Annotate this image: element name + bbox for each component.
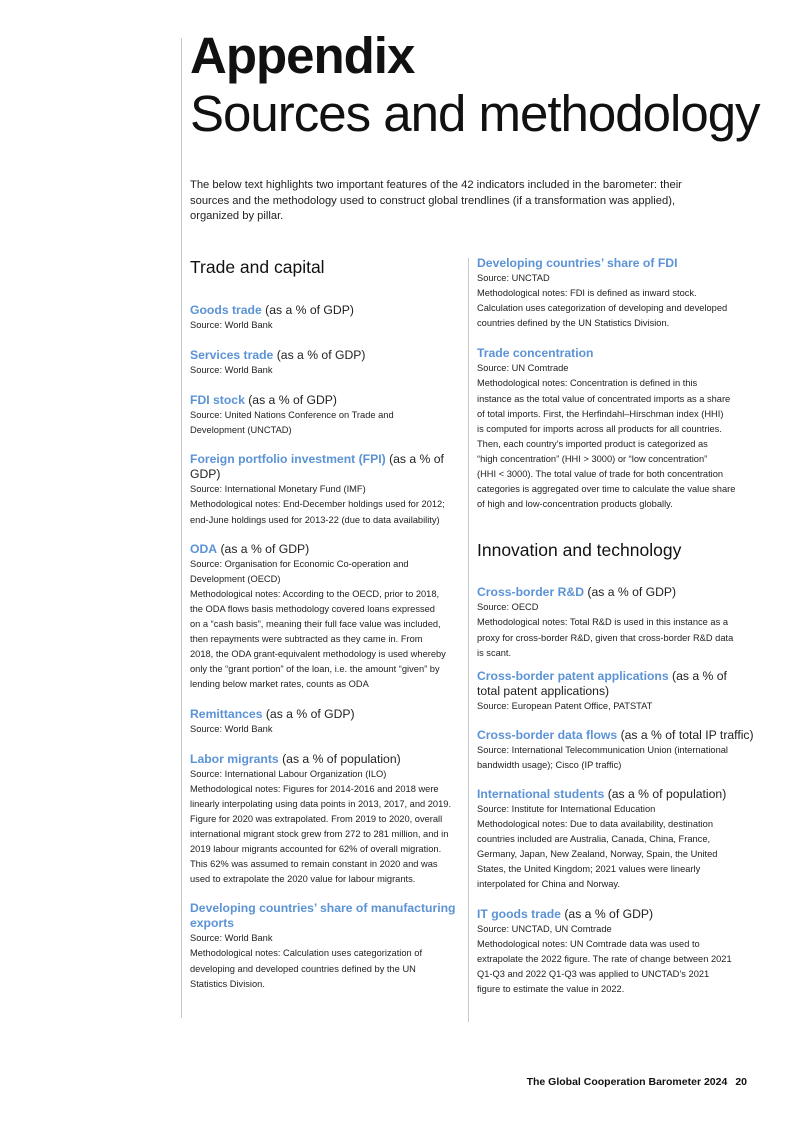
indicator-name: Cross-border data flows xyxy=(477,727,618,742)
indicator-note-line: developing and developed countries defined by the UN xyxy=(190,963,416,974)
indicator-name: Services trade xyxy=(190,348,274,363)
indicator-note-line: Methodological notes: End-December holdings used for 2012; xyxy=(190,499,445,510)
indicator-title xyxy=(190,707,462,722)
indicator-note-line: is scant. xyxy=(477,647,512,658)
indicator-note-line: Methodological notes: Concentration is defined in this xyxy=(477,378,698,389)
indicator-unit: (as a % of GDP) xyxy=(217,541,310,556)
indicator-note-line: used to extrapolate the 2020 value for labour migrants. xyxy=(190,874,416,885)
indicator-note-line: Source: OECD xyxy=(477,602,539,613)
indicator-note-line: extrapolate the 2022 figure. The rate of change between 2021 xyxy=(477,953,732,964)
indicator-name: FDI stock xyxy=(190,393,245,408)
indicator-note-line: (HHI < 3000). The total value of trade for both concentration xyxy=(477,469,724,480)
indicator-unit: (as a % of population) xyxy=(604,786,727,801)
indicator-name: Cross-border R&D xyxy=(477,585,584,600)
footer-page-number: 20 xyxy=(735,1076,747,1088)
indicator-services-trade xyxy=(190,348,462,378)
left-column xyxy=(190,256,462,992)
indicator-source: Source: World Bank xyxy=(190,320,273,330)
indicator-goods-trade xyxy=(190,303,462,333)
column-divider-rule xyxy=(468,258,469,1022)
indicator-note-line: Source: European Patent Office, PATSTAT xyxy=(477,700,653,711)
indicator-unit: (as a % of GDP) xyxy=(584,585,677,600)
indicator-note-line: international migrant stock grew from 272 to 281 million, and in xyxy=(190,828,449,839)
indicator-note-line: Source: UNCTAD, UN Comtrade xyxy=(477,923,612,934)
intro-paragraph: The below text highlights two important features of the 42 indicators included in the barometer: their sources and the methodology used to construct global trendlines (if a transformation was applied), organized by pillar. xyxy=(190,179,682,222)
indicator-note-line: Calculation uses categorization of developing and developed xyxy=(477,303,728,314)
indicator-note-line: Methodological notes: Total R&D is used in this instance as a xyxy=(477,617,728,628)
page-footer xyxy=(527,1076,747,1088)
indicator-title xyxy=(190,901,462,931)
indicator-note-line: Then, each country’s imported product is categorized as xyxy=(477,438,708,449)
indicator-unit: (as a % of GDP) xyxy=(262,706,355,721)
indicator-name: International students xyxy=(477,786,605,801)
indicator-title xyxy=(190,303,462,318)
indicator-note-line: instance as the total value of concentrated imports as a share xyxy=(477,393,731,404)
indicator-international-students xyxy=(477,787,777,893)
indicator-note-line: Source: Institute for International Education xyxy=(477,803,656,814)
indicator-fpi xyxy=(190,452,462,527)
indicator-title xyxy=(477,256,777,271)
section-title-trade: Trade and capital xyxy=(190,257,325,277)
indicator-source: Source: World Bank xyxy=(190,723,273,734)
indicator-note-line: Source: International Monetary Fund (IMF) xyxy=(190,484,366,495)
indicator-note-line: the ODA flows basis methodology covered loans expressed xyxy=(190,603,435,614)
indicator-name: Remittances xyxy=(190,706,263,721)
indicator-name: Developing countries’ share of FDI xyxy=(477,256,678,270)
indicator-source: Source: World Bank xyxy=(190,365,273,376)
indicator-note-line: Development (OECD) xyxy=(190,573,281,584)
left-vertical-rule xyxy=(181,38,182,1018)
indicator-name: Trade concentration xyxy=(477,346,594,361)
indicator-note-line: Statistics Division. xyxy=(190,978,265,989)
indicator-labor-migrants xyxy=(190,752,462,888)
indicator-manufacturing-exports xyxy=(190,901,462,991)
indicator-remittances xyxy=(190,707,462,737)
indicator-title xyxy=(190,393,462,408)
indicator-note-line: Source: United Nations Conference on Trade and xyxy=(190,410,394,421)
indicator-note-line: countries included are Australia, Canada, China, France, xyxy=(477,834,711,845)
indicator-note-line: on a “cash basis”, meaning their full face value was included, xyxy=(190,619,441,630)
indicator-note-line: Source: UN Comtrade xyxy=(477,363,569,374)
right-column xyxy=(477,256,777,997)
indicator-it-goods-trade xyxy=(477,907,777,997)
indicator-note-line: Methodological notes: Figures for 2014-2016 and 2018 were xyxy=(190,783,439,794)
indicator-note-line: lending below market rates, counts as ODA xyxy=(190,679,369,690)
indicator-note-line: “high concentration” (HHI > 3000) or “low concentration” xyxy=(477,453,708,464)
indicator-note-line: 2019 labour migrants accounted for 62% of overall migration. xyxy=(190,844,442,855)
indicator-note-line: of total imports. First, the Herfindahl–Hirschman index (HHI) xyxy=(477,408,724,419)
indicator-name: Goods trade xyxy=(190,303,262,317)
indicator-note-line: bandwidth usage); Cisco (IP traffic) xyxy=(477,759,622,770)
indicator-name: Developing countries’ share of manufacturing exports xyxy=(190,901,456,931)
indicator-note-line: of high and low-concentration products globally. xyxy=(477,499,673,510)
indicator-data-flows xyxy=(477,728,777,773)
indicator-note-line: categories is aggregated over time to calculate the value share xyxy=(477,484,736,495)
indicator-title xyxy=(477,728,777,743)
footer-publication: The Global Cooperation Barometer 2024 xyxy=(526,1076,728,1088)
indicator-note-line: Q1-Q3 and 2022 Q1-Q3 was applied to UNCTAD’s 2021 xyxy=(477,968,710,979)
indicator-unit: (as a % of GDP) xyxy=(244,393,337,408)
indicator-note-line: linearly interpolating using data points in 2013, 2017, and 2019. xyxy=(190,798,452,809)
indicator-name: Cross-border patent applications xyxy=(477,668,669,683)
indicator-unit: (as a % of GDP) xyxy=(190,452,444,482)
indicator-title xyxy=(190,542,462,557)
indicator-note-line: countries defined by the UN Statistics Division. xyxy=(477,318,670,329)
indicator-name: Foreign portfolio investment (FPI) xyxy=(190,452,386,467)
indicator-note-line: Development (UNCTAD) xyxy=(190,425,292,436)
indicator-note-line: States, the United Kingdom; 2021 values were linearly xyxy=(477,864,701,875)
indicator-note-line: Figure for 2020 was extrapolated. From 2019 to 2020, overall xyxy=(190,813,443,824)
indicator-unit: (as a % of GDP) xyxy=(261,303,354,317)
indicator-note-line: Source: International Telecommunication Union (international xyxy=(477,744,728,755)
indicator-unit: (as a % of population) xyxy=(278,751,401,766)
indicator-note-line: figure to estimate the value in 2022. xyxy=(477,983,625,994)
indicator-note-line: Methodological notes: Calculation uses categorization of xyxy=(190,948,423,959)
indicator-note-line: then repayments were subtracted as they came in. From xyxy=(190,634,423,645)
indicator-dev-fdi-share xyxy=(477,256,777,331)
indicator-patent-applications xyxy=(477,669,749,714)
indicator-unit: (as a % of total patent applications) xyxy=(477,668,727,698)
indicator-title xyxy=(477,585,777,600)
indicator-note-line: Methodological notes: According to the OECD, prior to 2018, xyxy=(190,588,440,599)
indicator-note-line: This 62% was assumed to remain constant in 2020 and was xyxy=(190,859,438,870)
indicator-oda xyxy=(190,542,462,693)
indicator-note-line: Source: World Bank xyxy=(190,933,273,944)
indicator-title xyxy=(477,787,777,802)
section-title-innovation: Innovation and technology xyxy=(477,540,682,561)
indicator-title xyxy=(477,346,777,361)
indicator-title xyxy=(190,452,462,482)
indicator-note-line: Methodological notes: UN Comtrade data was used to xyxy=(477,938,700,949)
indicator-note-line: Source: International Labour Organization (ILO) xyxy=(190,768,387,779)
indicator-trade-concentration xyxy=(477,346,777,512)
indicator-note-line: is computed for imports across all products for all countries. xyxy=(477,423,722,434)
indicator-note-line: Source: Organisation for Economic Co-operation and xyxy=(190,558,409,569)
indicator-name: ODA xyxy=(190,541,218,556)
indicator-name: Labor migrants xyxy=(190,751,279,766)
indicator-note-line: interpolated for China and Norway. xyxy=(477,879,620,890)
indicator-note-line: proxy for cross-border R&D, given that cross-border R&D data xyxy=(477,632,734,643)
indicator-note-line: end-June holdings used for 2013-22 (due to data availability) xyxy=(190,514,440,525)
indicator-name: IT goods trade xyxy=(477,906,561,921)
page-subtitle: Sources and methodology xyxy=(190,85,760,142)
indicator-note-line: Germany, Japan, New Zealand, Norway, Spain, the United xyxy=(477,849,718,860)
indicator-note-line: 2018, the ODA grant-equivalent methodology is used whereby xyxy=(190,649,446,660)
page-title: Appendix xyxy=(190,27,415,84)
indicator-title xyxy=(477,669,749,699)
indicator-unit: (as a % of GDP) xyxy=(273,348,366,363)
indicator-note-line: Source: UNCTAD xyxy=(477,273,550,283)
indicator-note-line: Methodological notes: Due to data availability, destination xyxy=(477,819,714,830)
indicator-title xyxy=(190,752,462,767)
indicator-unit: (as a % of total IP traffic) xyxy=(617,727,754,742)
indicator-note-line: Methodological notes: FDI is defined as inward stock. xyxy=(477,288,697,299)
indicator-title xyxy=(190,348,462,363)
indicator-title xyxy=(477,907,777,922)
indicator-note-line: only the “grant portion” of the loan, i.e. the amount “given” by xyxy=(190,664,440,675)
indicator-fdi-stock xyxy=(190,393,462,438)
indicator-unit: (as a % of GDP) xyxy=(560,906,654,921)
indicator-cross-border-rnd xyxy=(477,585,777,660)
